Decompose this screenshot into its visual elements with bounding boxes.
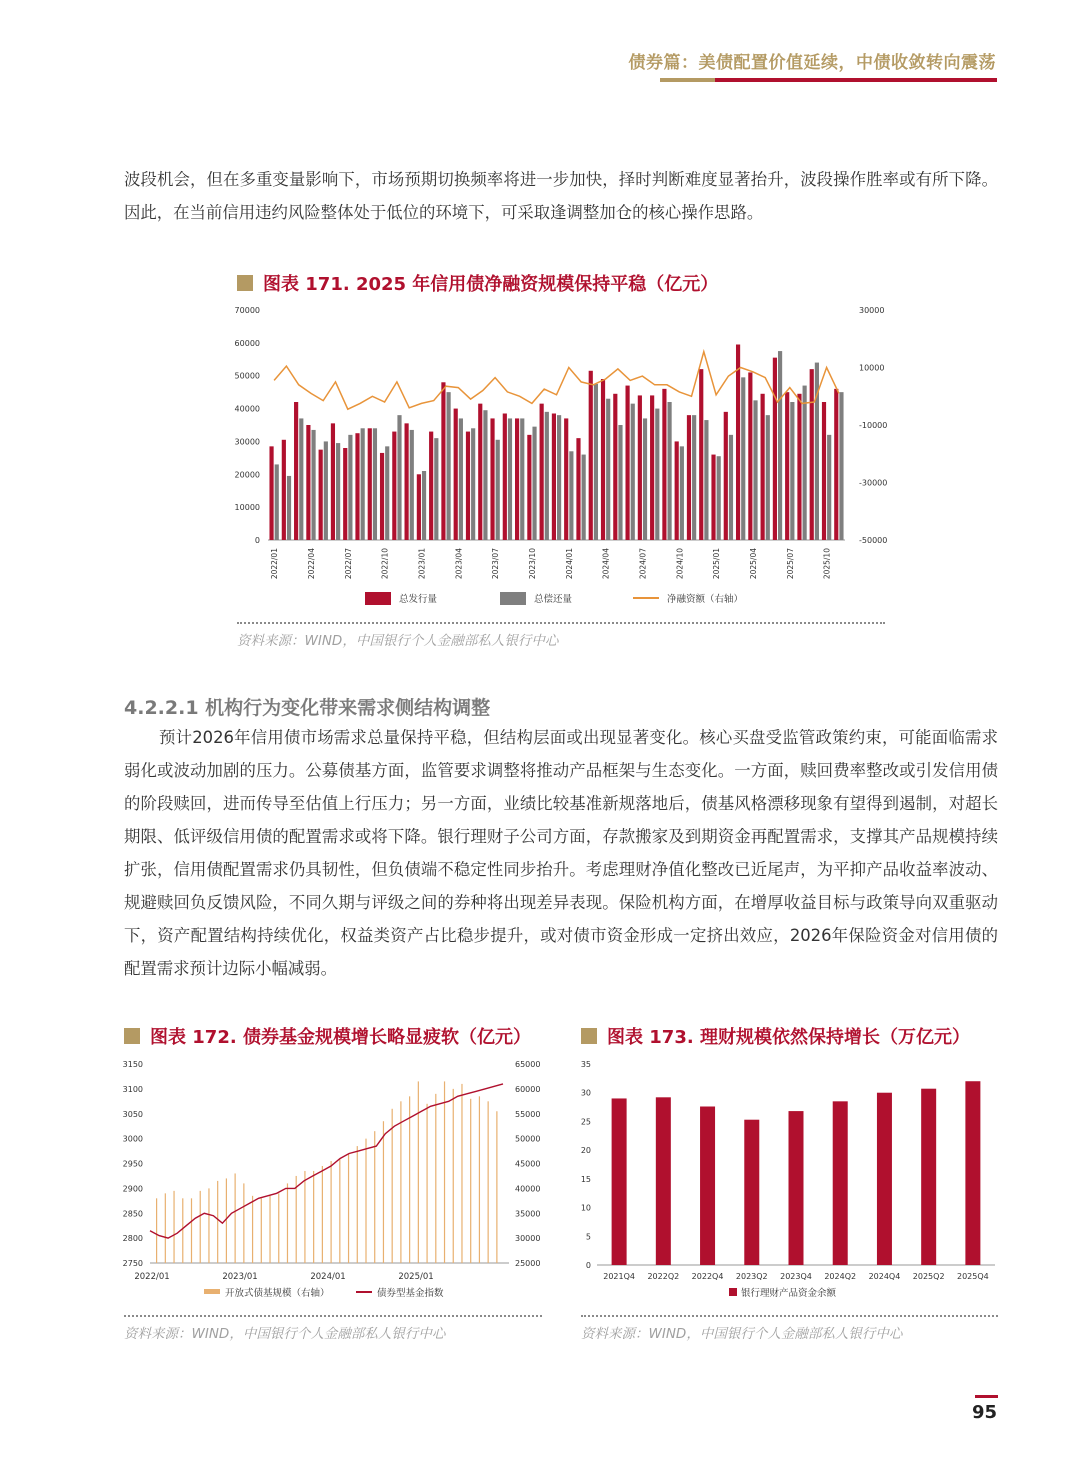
chart-173-y-tick: 35 <box>580 1060 591 1069</box>
chart-173-x-tick: 2025Q2 <box>912 1272 945 1281</box>
chart-171-left-tick: 30000 <box>234 437 260 447</box>
chart-172-title-text: 图表 172. 债券基金规模增长略显疲软（亿元） <box>150 1027 531 1048</box>
chart-173-bar-balance <box>744 1120 759 1265</box>
chart-173-bar-balance <box>921 1089 936 1265</box>
chart-171-source: 资料来源：WIND，中国银行个人金融部私人银行中心 <box>237 633 559 649</box>
chart-172-x-tick: 2023/01 <box>222 1272 258 1282</box>
chart-172-left-tick: 2800 <box>122 1234 143 1244</box>
intro-paragraph: 波段机会，但在多重变量影响下，市场预期切换频率将进一步加快，择时判断难度显著抬升，波段操作胜率或有所下降。因此，在当前信用违约风险整体处于低位的环境下，可采取逢调整加仓的核心操作思路。 <box>124 170 998 222</box>
chart-171-x-tick: 2022/10 <box>380 548 390 580</box>
chart-172-left-tick: 3150 <box>122 1060 143 1069</box>
chart-171-legend-net: 净融资额（右轴） <box>667 594 744 605</box>
chart-173-x-tick: 2024Q2 <box>824 1272 857 1281</box>
chart-172-x-tick: 2022/01 <box>134 1272 170 1282</box>
chart-171-x-tick: 2024/04 <box>601 548 611 580</box>
chart-171-right-tick: -50000 <box>859 536 888 545</box>
chart-173-y-tick: 10 <box>580 1203 591 1213</box>
page-number: 95 <box>972 1402 998 1423</box>
chart-172-left-tick: 2950 <box>122 1159 143 1169</box>
chart-171-x-tick: 2025/07 <box>785 548 795 580</box>
body-paragraph: 预计2026年信用债市场需求总量保持平稳，但结构层面或出现显著变化。核心买盘受监管政策约束，可能面临需求弱化或波动加剧的压力。公募债基方面，监管要求调整将推动产品框架与生态变化。一方面，赎回费率整改或引发信用债的阶段赎回，进而传导至估值上行压力；另一方面，业绩比较基准新规落地后，债基风格漂移现象有望得到遏制，对超长期限、低评级信用债的配置需求或将下降。银行理财子公司方面，存款搬家及到期资金再配置需求，支撑其产品规模持续扩张，信用债配置需求仍具韧性，但负债端不稳定性同步抬升。考虑理财净值化整改已近尾声，为平抑产品收益率波动、规避赎回负反馈风险，不同久期与评级之间的券种将出现差异表现。保险机构方面，在增厚收益目标与政策导向双重驱动下，资产配置结构持续优化，权益类资产占比稳步提升，或对债市资金形成一定挤出效应，2026年保险资金对信用债的配置需求预计边际小幅减弱。 <box>124 728 998 978</box>
chart-173-bar-balance <box>700 1106 715 1265</box>
chart-172-right-tick: 35000 <box>515 1209 541 1219</box>
chart-171-left-tick: 10000 <box>234 503 260 513</box>
chart-171-legend-issuance: 总发行量 <box>399 594 438 605</box>
chart-171-x-tick: 2022/01 <box>270 548 280 580</box>
chart-173-bar-balance <box>877 1093 892 1265</box>
chart-173-x-tick: 2023Q2 <box>735 1272 768 1281</box>
chart-171-left-tick: 0 <box>254 536 260 545</box>
chart-171-x-tick: 2025/04 <box>748 548 758 580</box>
chart-172-left-tick: 2900 <box>122 1184 143 1194</box>
chart-171-x-tick: 2025/10 <box>822 548 832 580</box>
chart-173-x-tick: 2023Q4 <box>780 1272 812 1281</box>
chart-173-y-tick: 30 <box>580 1088 591 1098</box>
chart-173-y-tick: 15 <box>580 1174 591 1184</box>
chart-173-x-tick: 2022Q2 <box>647 1272 680 1281</box>
section-title: 4.2.2.1 机构行为变化带来需求侧结构调整 <box>124 697 491 719</box>
chart-172-x-tick: 2024/01 <box>310 1272 346 1282</box>
chart-172-legend-index: 债券型基金指数 <box>377 1288 444 1299</box>
chart-172-right-tick: 50000 <box>515 1134 541 1144</box>
chart-171-right-tick: 10000 <box>859 363 885 373</box>
chart-172-left-tick: 2850 <box>122 1209 143 1219</box>
chart-172-left-tick: 3100 <box>122 1084 143 1094</box>
chart-171-x-tick: 2023/04 <box>454 548 464 580</box>
chart-173-bar-balance <box>789 1111 804 1265</box>
chart-172-right-tick: 40000 <box>515 1184 541 1194</box>
chart-173-divider <box>581 1315 998 1317</box>
chart-173-x-tick: 2024Q4 <box>868 1272 901 1281</box>
chart-171-x-tick: 2024/07 <box>638 548 648 580</box>
chart-172-right-tick: 25000 <box>515 1259 541 1268</box>
chart-172-right-tick: 60000 <box>515 1084 541 1094</box>
chart-173-x-tick: 2025Q4 <box>957 1272 989 1281</box>
chart-173-source: 资料来源：WIND，中国银行个人金融部私人银行中心 <box>581 1326 903 1342</box>
chart-171-x-tick: 2024/10 <box>675 548 685 580</box>
chart-173-title-text: 图表 173. 理财规模依然保持增长（万亿元） <box>607 1027 970 1048</box>
chart-171-x-tick: 2025/01 <box>712 548 722 580</box>
chart-171-left-tick: 50000 <box>234 371 260 381</box>
chart-173-bar-balance <box>656 1097 671 1265</box>
chart-171-left-tick: 70000 <box>234 306 260 315</box>
chart-171-left-tick: 60000 <box>234 338 260 348</box>
chart-173-y-tick: 25 <box>580 1117 591 1127</box>
chart-171-title-text: 图表 171. 2025 年信用债净融资规模保持平稳（亿元） <box>263 274 719 295</box>
chart-172-left-tick: 3050 <box>122 1109 143 1119</box>
chart-173-bar-balance <box>612 1098 627 1265</box>
chart-172-left-tick: 3000 <box>122 1134 143 1144</box>
chart-172-right-tick: 65000 <box>515 1060 541 1069</box>
page-number-marker <box>975 1395 998 1398</box>
chart-171-x-tick: 2023/07 <box>491 548 501 580</box>
chart-173-bar-balance <box>833 1101 848 1265</box>
chart-173-x-tick: 2022Q4 <box>691 1272 724 1281</box>
chart-173-y-tick: 20 <box>580 1146 591 1156</box>
chart-173-legend-swatch <box>729 1288 737 1296</box>
chart-173-bar-balance <box>965 1081 980 1265</box>
chart-171-right-tick: -30000 <box>859 478 888 488</box>
chart-171-x-tick: 2024/01 <box>564 548 574 580</box>
running-header: 债券篇：美债配置价值延续，中债收敛转向震荡 <box>628 53 996 73</box>
chart-171-x-tick: 2023/10 <box>527 548 537 580</box>
chart-171-x-tick: 2023/01 <box>417 548 427 580</box>
chart-172-source: 资料来源：WIND，中国银行个人金融部私人银行中心 <box>124 1326 446 1342</box>
chart-172-right-tick: 30000 <box>515 1234 541 1244</box>
chart-172-left-tick: 2750 <box>122 1259 143 1268</box>
chart-173-y-tick: 5 <box>585 1232 591 1242</box>
chart-172-legend-fund-size: 开放式债基规模（右轴） <box>225 1288 330 1299</box>
chart-171-right-tick: 30000 <box>859 306 885 315</box>
chart-171-right-tick: -10000 <box>859 421 888 430</box>
chart-171-x-tick: 2022/04 <box>306 548 316 580</box>
chart-172-x-tick: 2025/01 <box>398 1272 434 1282</box>
chart-173-legend-balance: 银行理财产品资金余额 <box>741 1288 837 1299</box>
chart-171-left-tick: 40000 <box>234 404 260 414</box>
chart-173-x-tick: 2021Q4 <box>603 1272 635 1281</box>
chart-172-right-tick: 45000 <box>515 1159 541 1169</box>
chart-171-left-tick: 20000 <box>234 470 260 480</box>
chart-173-y-tick: 0 <box>585 1261 591 1270</box>
chart-171-legend-repayment: 总偿还量 <box>534 594 573 605</box>
chart-172-right-tick: 55000 <box>515 1109 541 1119</box>
chart-171-x-tick: 2022/07 <box>343 548 353 580</box>
